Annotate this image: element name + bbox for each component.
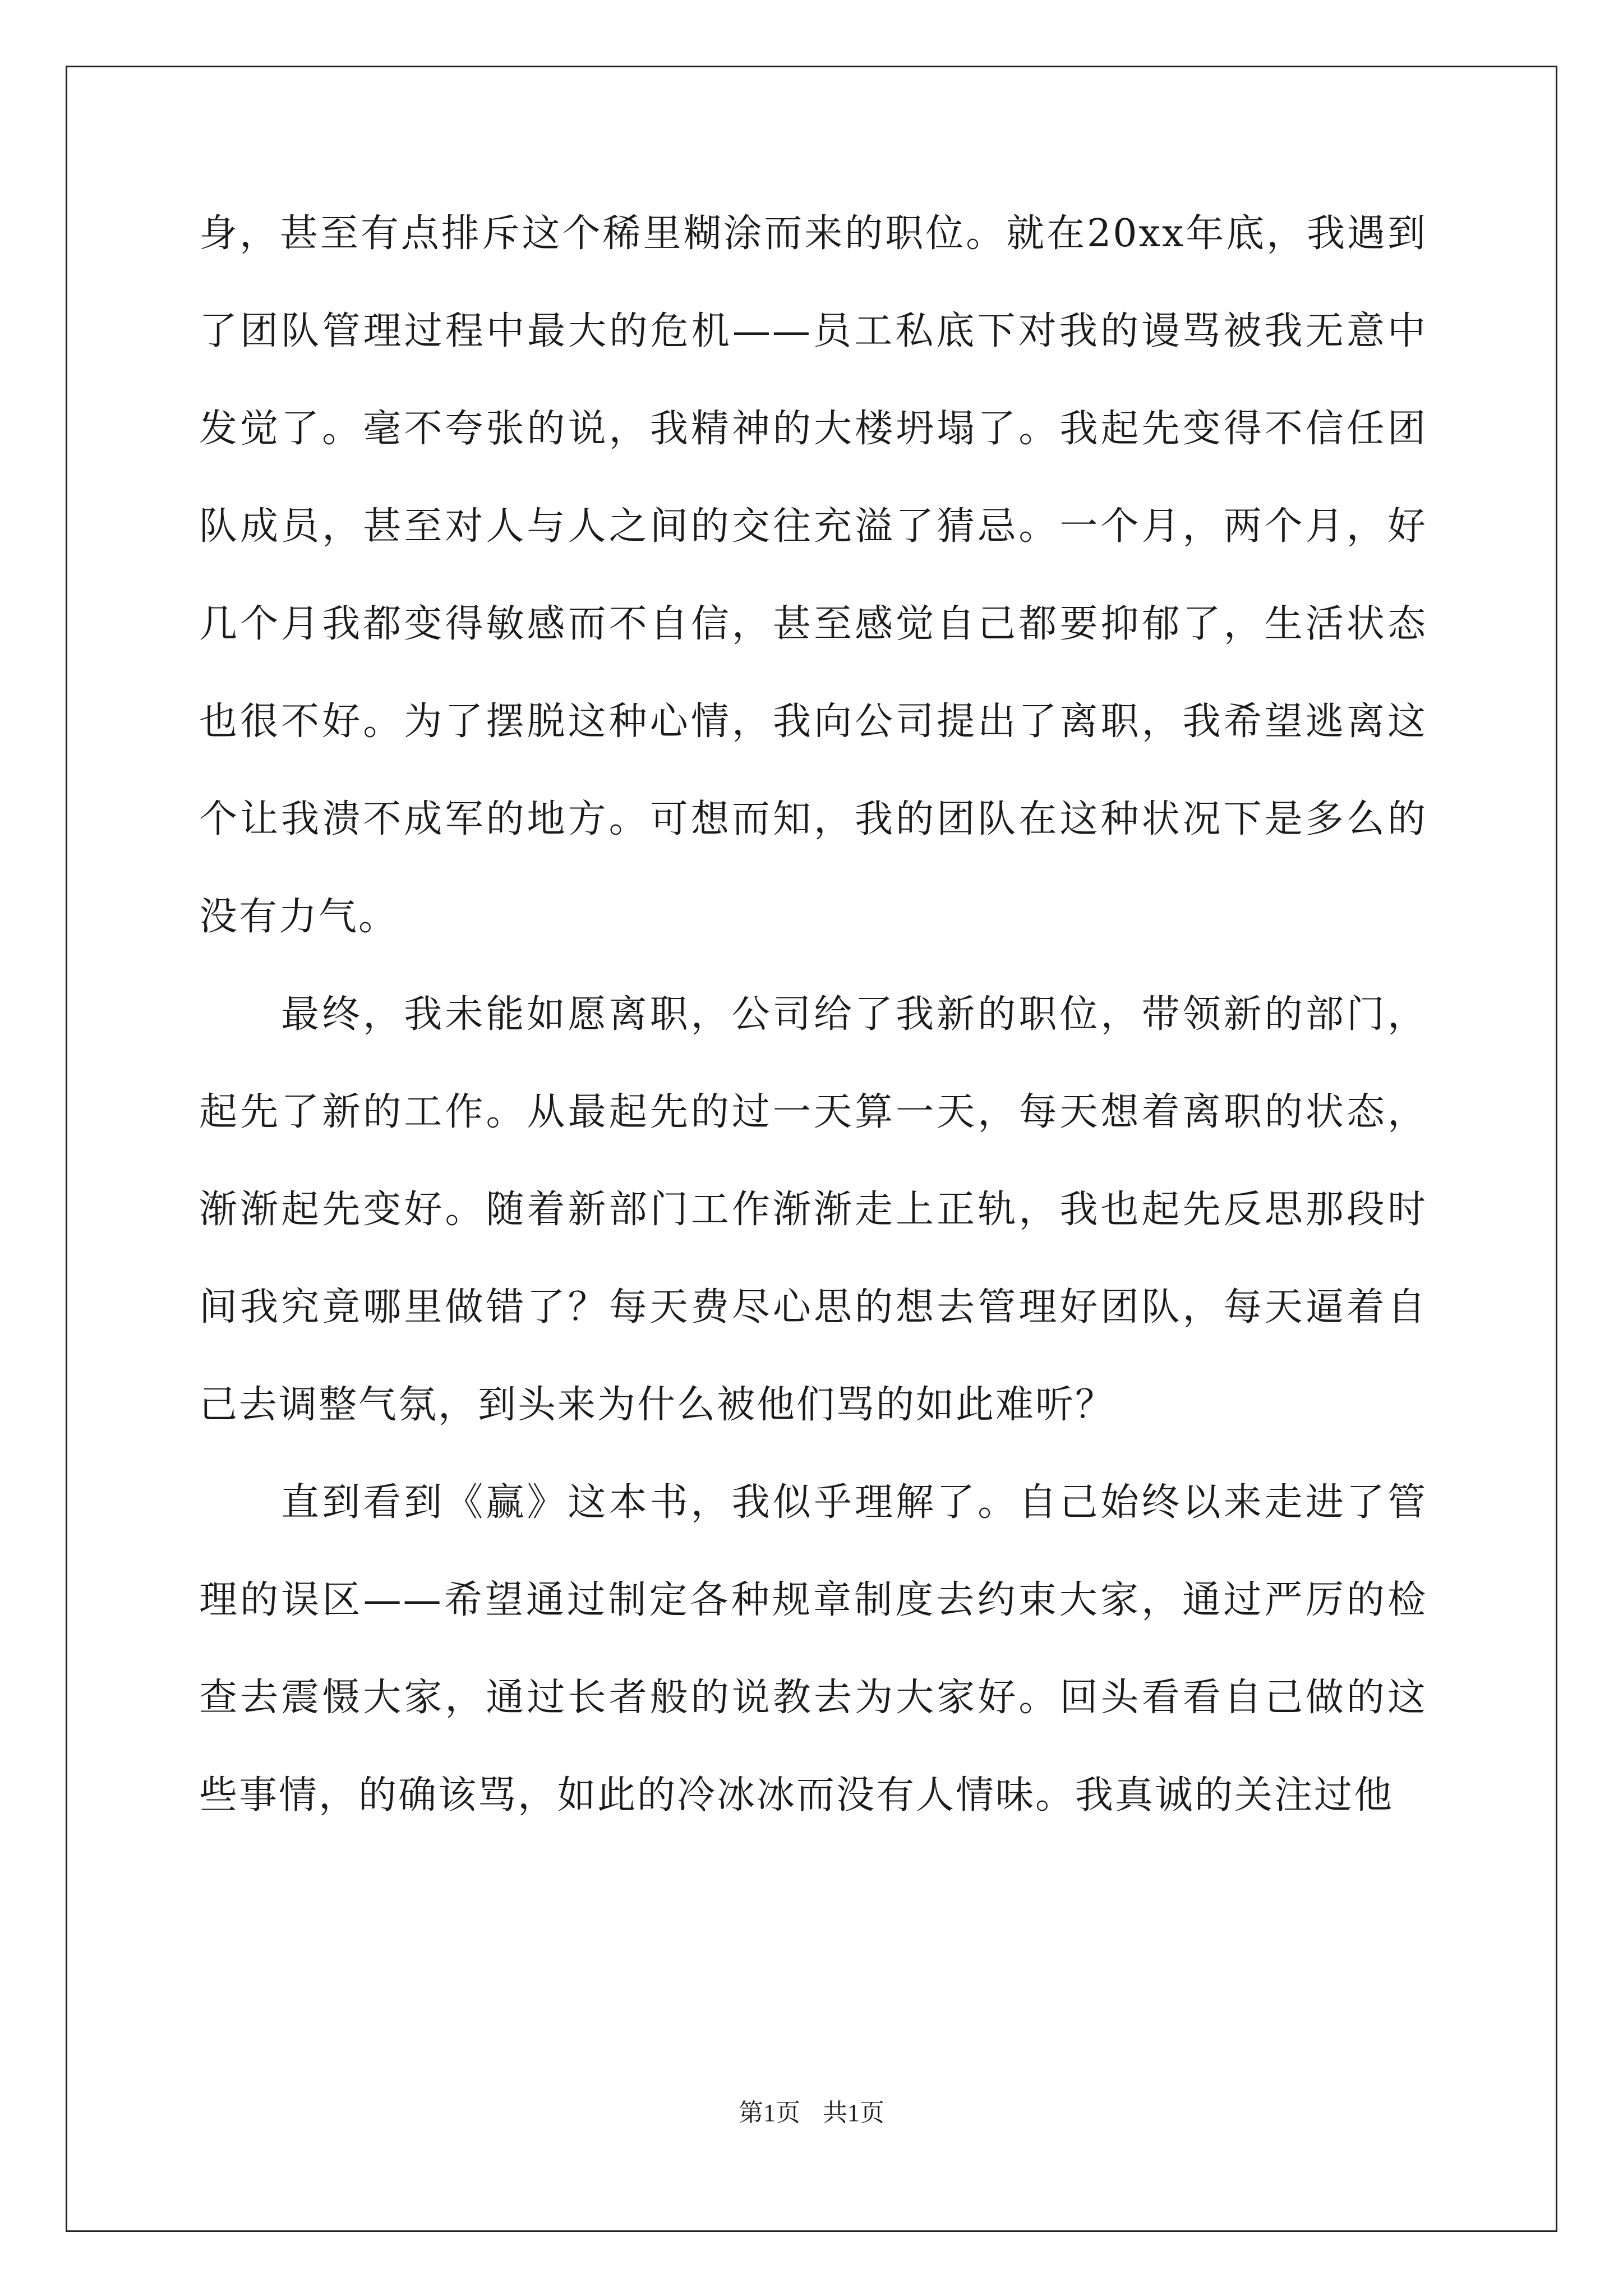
page-number: 第1页 bbox=[739, 2099, 800, 2127]
paragraph-1: 身，甚至有点排斥这个稀里糊涂而来的职位。就在20xx年底，我遇到了团队管理过程中最大的危机——员工私底下对我的谩骂被我无意中发觉了。毫不夸张的说，我精神的大楼坍塌了。我起先变得不信任团队成员，甚至对人与人之间的交往充溢了猜忌。一个月，两个月，好几个月我都变得敏感而不自信，甚至感觉自己都要抑郁了，生活状态也很不好。为了摆脱这种心情，我向公司提出了离职，我希望逃离这个让我溃不成军的地方。可想而知，我的团队在这种状况下是多么的没有力气。 bbox=[199, 211, 1427, 939]
page-total: 共1页 bbox=[823, 2099, 884, 2127]
document-body bbox=[199, 185, 1427, 1844]
paragraph-2: 最终，我未能如愿离职，公司给了我新的职位，带领新的部门，起先了新的工作。从最起先的过一天算一天，每天想着离职的状态，渐渐起先变好。随着新部门工作渐渐走上正轨，我也起先反思那段时间我究竟哪里做错了？每天费尽心思的想去管理好团队，每天逼着自己去调整气氛，到头来为什么被他们骂的如此难听？ bbox=[199, 992, 1427, 1427]
page-footer bbox=[0, 2092, 1623, 2128]
paragraph-3: 直到看到《赢》这本书，我似乎理解了。自己始终以来走进了管理的误区——希望通过制定各种规章制度去约束大家，通过严厉的检查去震慑大家，通过长者般的说教去为大家好。回头看看自己做的这些事情，的确该骂，如此的冷冰冰而没有人情味。我真诚的关注过他 bbox=[199, 1480, 1427, 1818]
